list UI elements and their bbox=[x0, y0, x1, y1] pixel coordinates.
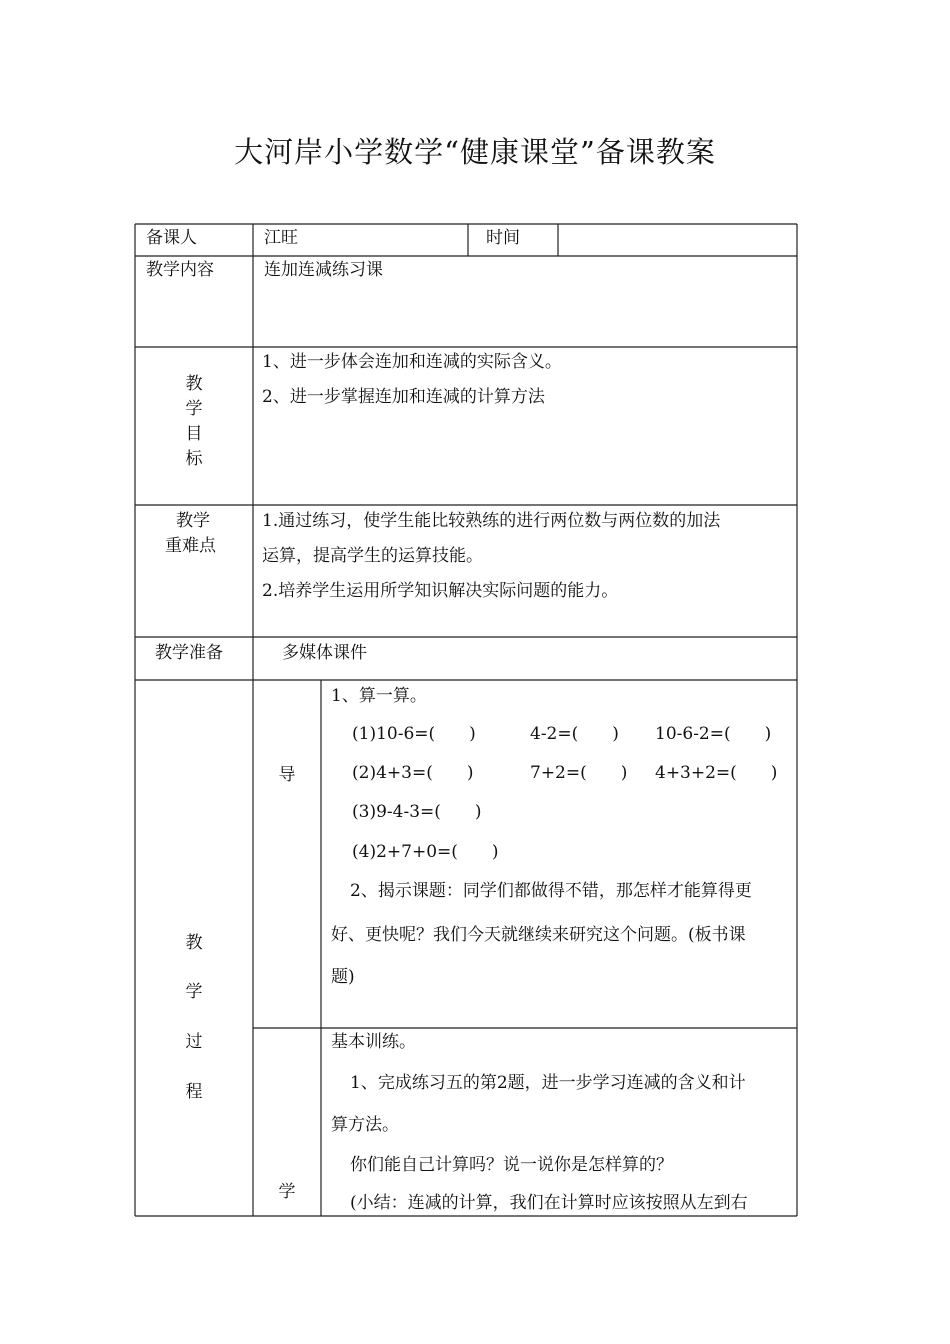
exercise-1c: 10-6-2=( ) bbox=[655, 724, 772, 744]
process-label-char-1: 教 bbox=[185, 933, 203, 953]
learn-heading: 基本训练。 bbox=[331, 1032, 416, 1052]
reveal-topic-line1: 2、揭示课题：同学们都做得不错，那怎样才能算得更 bbox=[350, 881, 752, 901]
key-point-1-line1: 1.通过练习，使学生能比较熟练的进行两位数与两位数的加法 bbox=[262, 511, 721, 531]
process-label-char-3: 过 bbox=[185, 1032, 203, 1052]
reveal-topic-line2: 好、更快呢？我们今天就继续来研究这个问题。(板书课 bbox=[331, 925, 746, 945]
objectives-label-char-4: 标 bbox=[185, 449, 203, 469]
objective-item-1: 1、进一步体会连加和连减的实际含义。 bbox=[262, 352, 562, 372]
key-points-label-line1: 教学 bbox=[176, 511, 210, 531]
objective-item-2: 2、进一步掌握连加和连减的计算方法 bbox=[262, 387, 545, 407]
learn-summary: (小结：连减的计算，我们在计算时应该按照从左到右 bbox=[350, 1193, 748, 1213]
content-label: 教学内容 bbox=[146, 260, 214, 280]
learn-item-1-line2: 算方法。 bbox=[331, 1115, 399, 1135]
objectives-label-char-3: 目 bbox=[185, 424, 203, 444]
exercise-1a: (1)10-6=( ) bbox=[352, 724, 476, 744]
process-label-char-4: 程 bbox=[185, 1082, 203, 1102]
key-point-2: 2.培养学生运用所学知识解决实际问题的能力。 bbox=[262, 581, 619, 601]
objectives-label-char-1: 教 bbox=[185, 374, 203, 394]
exercise-2c: 4+3+2=( ) bbox=[655, 763, 778, 783]
exercise-2a: (2)4+3=( ) bbox=[352, 763, 474, 783]
learn-question: 你们能自己计算吗？说一说你是怎样算的？ bbox=[350, 1155, 673, 1175]
exercise-3: (3)9-4-3=( ) bbox=[352, 802, 482, 822]
preparation-value: 多媒体课件 bbox=[282, 643, 367, 663]
content-value: 连加连减练习课 bbox=[264, 260, 383, 280]
exercise-2b: 7+2=( ) bbox=[530, 763, 628, 783]
key-points-label-line2: 重难点 bbox=[165, 536, 216, 556]
exercise-1b: 4-2=( ) bbox=[530, 724, 619, 744]
guide-label: 导 bbox=[278, 765, 296, 785]
guide-heading: 1、算一算。 bbox=[331, 686, 427, 706]
preparer-value: 江旺 bbox=[264, 228, 298, 248]
page-title: 大河岸小学数学“健康课堂”备课教案 bbox=[234, 135, 716, 169]
time-label: 时间 bbox=[486, 228, 520, 248]
objectives-label-char-2: 学 bbox=[185, 399, 203, 419]
preparation-label: 教学准备 bbox=[155, 643, 223, 663]
key-point-1-line2: 运算，提高学生的运算技能。 bbox=[262, 546, 483, 566]
learn-label: 学 bbox=[278, 1182, 296, 1202]
exercise-4: (4)2+7+0=( ) bbox=[352, 842, 499, 862]
preparer-label: 备课人 bbox=[146, 228, 197, 248]
learn-item-1-line1: 1、完成练习五的第2题，进一步学习连减的含义和计 bbox=[350, 1073, 746, 1093]
reveal-topic-line3: 题) bbox=[331, 967, 355, 987]
process-label-char-2: 学 bbox=[185, 982, 203, 1002]
